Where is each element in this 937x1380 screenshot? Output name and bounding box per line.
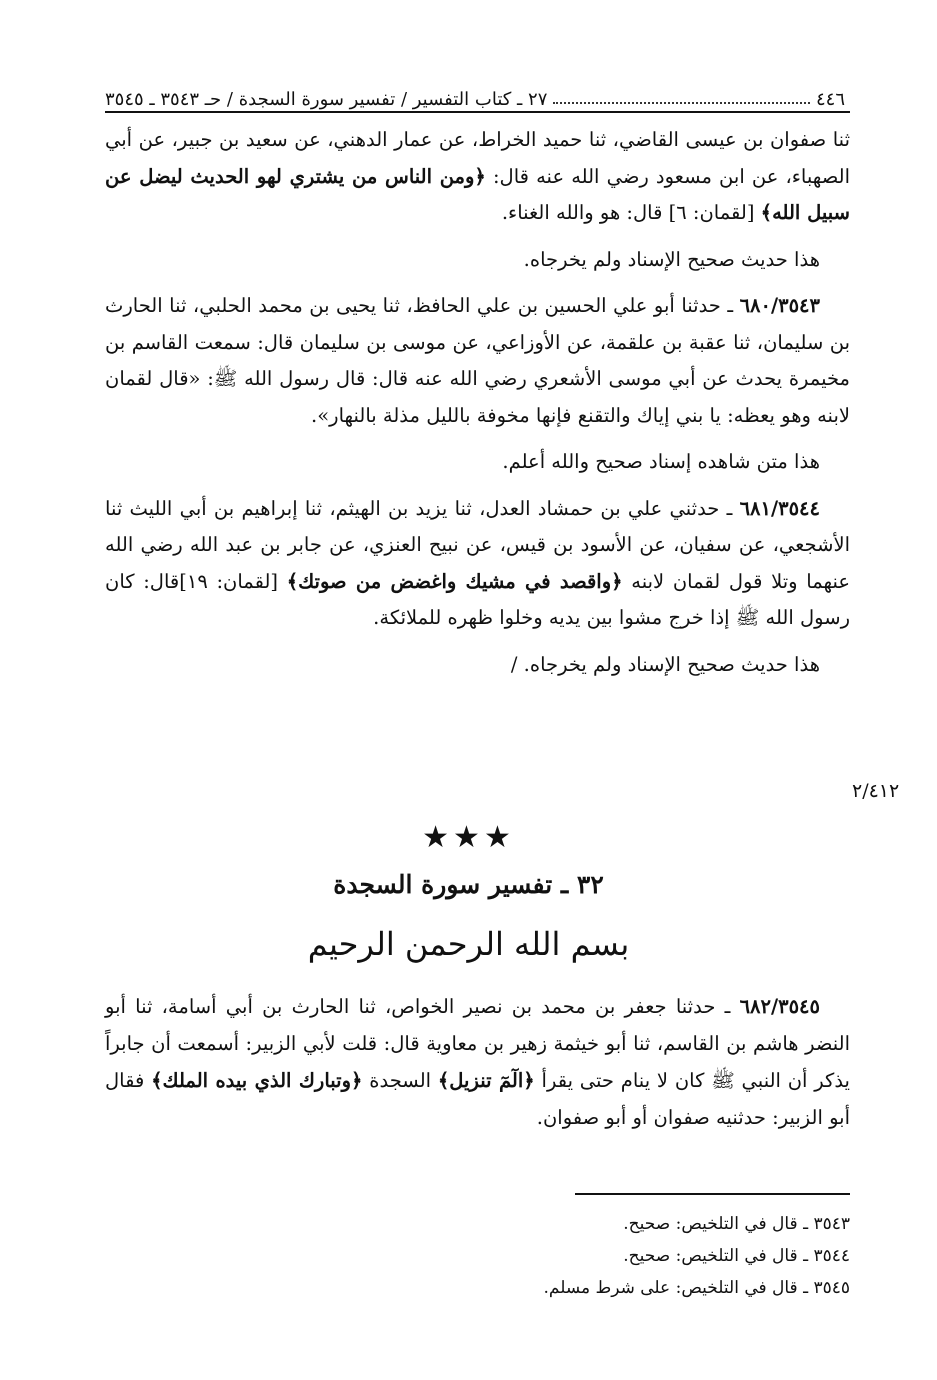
running-header xyxy=(105,70,845,110)
paragraph-text: ـ حدثنا أبو علي الحسين بن علي الحافظ، ثنا يحيى بن محمد الحلبي، ثنا الحارث بن سليمان، ثنا عقبة بن علقمة، عن الأوزاعي، عن موسى بن سليمان قال: سمعت القاسم بن مخيمرة يحدث عن أبي موسى الأشعري رضي الله عنه قال: قال رسول الله ﷺ: «قال لقمان لابنه وهو يعظه: يا بني إياك والتقنع فإنها مخوفة بالليل مذلة بالنهار». xyxy=(105,294,850,427)
paragraph-text: ـ حدثنا جعفر بن محمد بن نصير الخواص، ثنا الحارث بن أبي أسامة، ثنا أبو النضر هاشم بن القاسم، ثنا أبو خيثمة زهير بن معاوية قال: قلت لأبي الزبير: أسمعت أن جابراً يذكر أن النبي ﷺ كان لا ينام حتى يقرأ xyxy=(105,995,850,1092)
hadith-number: ٦٨٠/٣٥٤٣ xyxy=(739,294,820,317)
hadith-3544 xyxy=(105,491,850,637)
quran-quote: ﴿وتبارك الذي بيده الملك﴾ xyxy=(151,1069,363,1092)
section-title: ٣٢ ـ تفسير سورة السجدة xyxy=(333,870,604,899)
paragraph-text: [لقمان: ٦] قال: هو والله الغناء. xyxy=(501,201,761,224)
paragraph-text: ثنا صفوان بن عيسى القاضي، ثنا حميد الخراط، عن عمار الدهني، عن سعيد بن جبير، عن أبي الصهباء، عن ابن مسعود رضي الله عنه قال: xyxy=(105,128,851,188)
quran-quote: ﴿واقصد في مشيك واغضض من صوتك﴾ xyxy=(286,569,623,593)
paragraph-6: هذا حديث صحيح الإسناد ولم يخرجاه. / xyxy=(510,652,820,676)
page-number: ٤٤٦ xyxy=(815,89,845,110)
hadith-number: ٦٨٢/٣٥٤٥ xyxy=(739,995,820,1018)
hadith-number: ٦٨١/٣٥٤٤ xyxy=(739,496,820,520)
quran-quote: ﴿الٓمٓ تنزيل﴾ xyxy=(437,1069,535,1092)
hadith-3543 xyxy=(105,288,850,434)
hadith-3545 xyxy=(105,988,850,1136)
basmala: بسم الله الرحمن الرحيم xyxy=(307,925,630,963)
margin-reference: ٢/٤١٢ xyxy=(852,780,900,802)
paragraph-1 xyxy=(105,122,850,232)
main-text-2 xyxy=(105,988,850,1136)
header-rule xyxy=(105,111,850,113)
header-dot-leader xyxy=(553,88,810,104)
header-title: ٢٧ ـ كتاب التفسير / تفسير سورة السجدة / حـ ٣٥٤٣ ـ ٣٥٤٥ xyxy=(105,89,548,110)
section-divider-stars: ★★★ xyxy=(422,820,515,855)
footnotes xyxy=(400,1208,850,1304)
paragraph-text: ـ حدثني علي بن حمشاد العدل، ثنا يزيد بن الهيثم، ثنا إبراهيم بن أبي الليث ثنا الأشجعي، عن سفيان، عن الأسود بن قيس، عن نبيح العنزي، عن جابر بن عبد الله رضي الله عنهما وتلا قول لقمان لابنه xyxy=(105,496,850,593)
paragraph-2: هذا حديث صحيح الإسناد ولم يخرجاه. xyxy=(523,247,820,271)
paragraph-text: [لقمان: ١٩]قال: كان رسول الله ﷺ إذا خرج مشوا بين يديه وخلوا ظهره للملائكة. xyxy=(105,569,850,629)
paragraph-text: السجدة xyxy=(362,1069,438,1092)
footnote-rule xyxy=(575,1193,850,1195)
paragraph-4: هذا متن شاهده إسناد صحيح والله أعلم. xyxy=(502,450,820,473)
main-text xyxy=(105,122,850,693)
footnote: ٣٥٤٣ ـ قال في التلخيص: صحيح. xyxy=(623,1214,850,1234)
quran-quote: ﴿ومن الناس من يشتري لهو الحديث ليضل عن سبيل الله﴾ xyxy=(105,164,850,224)
footnote: ٣٥٤٥ ـ قال في التلخيص: على شرط مسلم. xyxy=(543,1278,850,1298)
footnote: ٣٥٤٤ ـ قال في التلخيص: صحيح. xyxy=(623,1246,850,1266)
paragraph-text: فقال أبو الزبير: حدثنيه صفوان أو أبو صفوان. xyxy=(105,1069,850,1129)
